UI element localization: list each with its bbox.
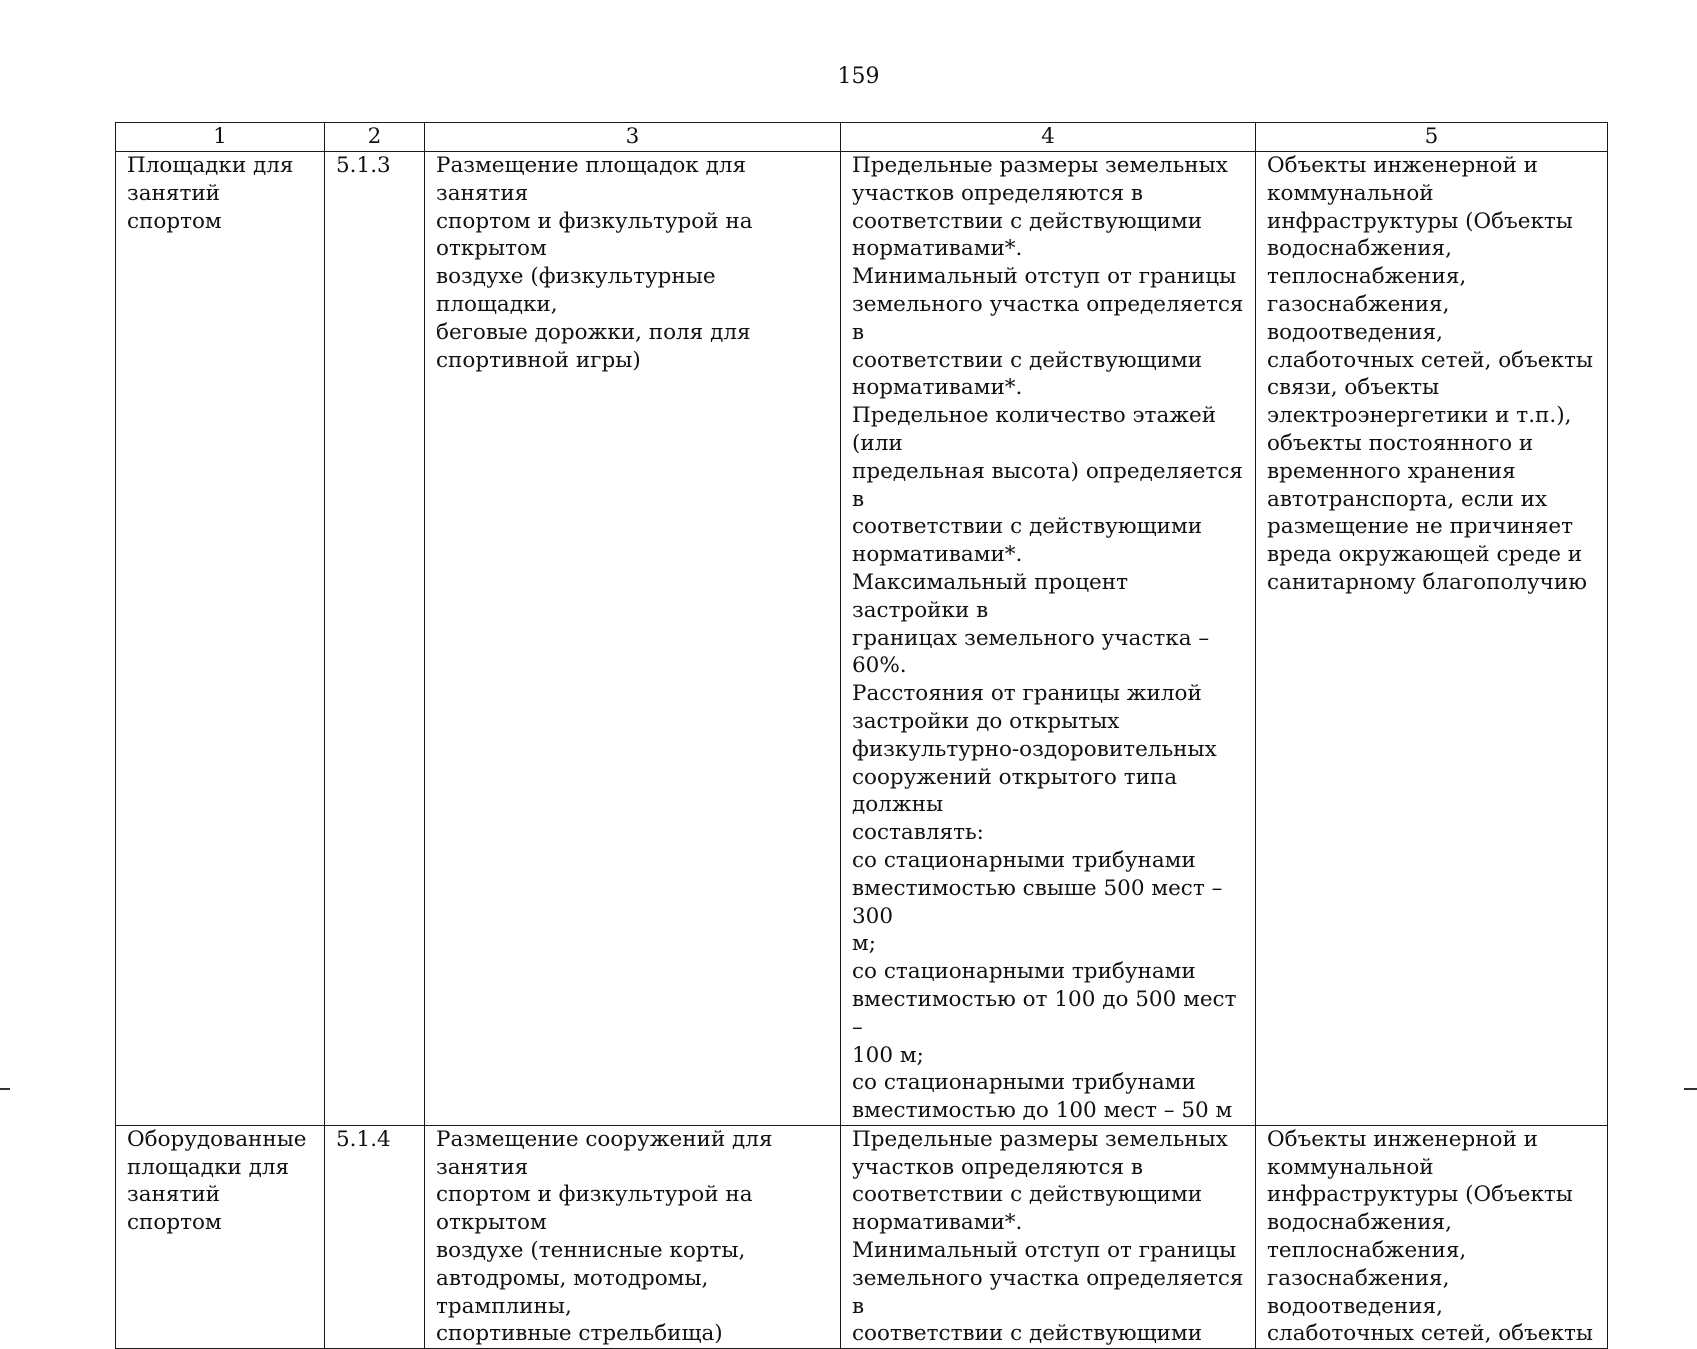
auxiliary-uses-cell: Объекты инженерной и коммунальной инфраструктуры (Объекты водоснабжения, теплоснабжения, газоснабжения, водоотведения, слаботочных сетей, объекты xyxy=(1256,1125,1608,1348)
table-row xyxy=(116,1125,1608,1348)
auxiliary-uses-cell: Объекты инженерной и коммунальной инфраструктуры (Объекты водоснабжения, теплоснабжения, газоснабжения, водоотведения, слаботочных сетей, объекты связи, объекты электроэнергетики и т.п.), объекты постоянного и временного хранения автотранспорта, если их размещение не причиняет вреда окружающей среде и санитарному благополучию xyxy=(1256,152,1608,1126)
use-description-cell: Размещение площадок для занятия спортом и физкультурой на открытом воздухе (физкультурные площадки, беговые дорожки, поля для спортивной игры) xyxy=(425,152,841,1126)
page-number: 159 xyxy=(837,64,880,89)
header-cell-1: 1 xyxy=(116,123,325,152)
table-header-row xyxy=(116,123,1608,152)
use-name-cell: Площадки для занятий спортом xyxy=(116,152,325,1126)
header-cell-5: 5 xyxy=(1256,123,1608,152)
use-description-cell: Размещение сооружений для занятия спортом и физкультурой на открытом воздухе (теннисные корты, автодромы, мотодромы, трамплины, спортивные стрельбища) xyxy=(425,1125,841,1348)
use-code-cell: 5.1.3 xyxy=(325,152,425,1126)
header-cell-3: 3 xyxy=(425,123,841,152)
scan-edge-mark-left xyxy=(0,1088,10,1090)
parameters-cell: Предельные размеры земельных участков определяются в соответствии с действующими нормативами*. Минимальный отступ от границы земельного участка определяется в соответствии с действующими xyxy=(841,1125,1256,1348)
parameters-cell: Предельные размеры земельных участков определяются в соответствии с действующими нормативами*. Минимальный отступ от границы земельного участка определяется в соответствии с действующими нормативами*. Предельное количество этажей (или предельная высота) определяется в соответствии с действующими нормативами*. Максимальный процент застройки в границах земельного участка – 60%. Расстояния от границы жилой застройки до открытых физкультурно-оздоровительных сооружений открытого типа должны составлять: со стационарными трибунами вместимостью свыше 500 мест – 300 м; со стационарными трибунами вместимостью от 100 до 500 мест – 100 м; со стационарными трибунами вместимостью до 100 мест – 50 м xyxy=(841,152,1256,1126)
scan-edge-mark-right xyxy=(1684,1088,1697,1090)
header-cell-4: 4 xyxy=(841,123,1256,152)
regulations-table xyxy=(115,122,1608,1349)
use-name-cell: Оборудованные площадки для занятий спортом xyxy=(116,1125,325,1348)
table-row xyxy=(116,152,1608,1126)
header-cell-2: 2 xyxy=(325,123,425,152)
use-code-cell: 5.1.4 xyxy=(325,1125,425,1348)
